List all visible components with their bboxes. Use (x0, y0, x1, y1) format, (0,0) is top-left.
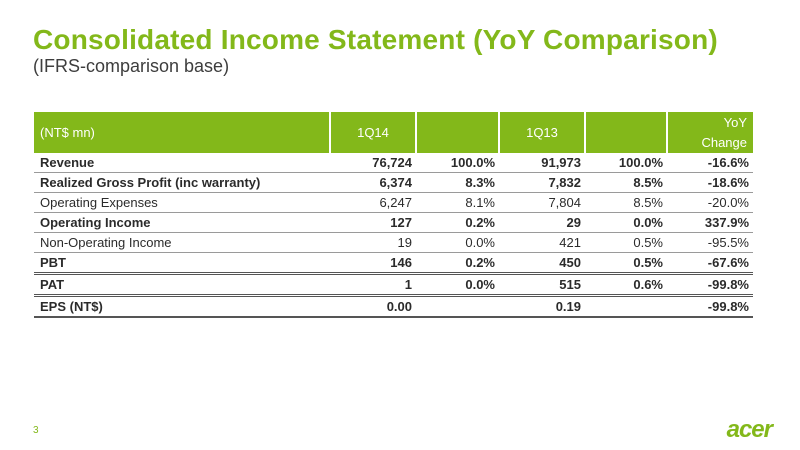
yoy-change: -95.5% (667, 233, 753, 253)
slide-title: Consolidated Income Statement (YoY Comparison) (33, 24, 718, 55)
table-row (34, 153, 753, 173)
pct-1q13: 0.0% (585, 213, 667, 233)
header-1q14: 1Q14 (330, 112, 416, 153)
pct-1q13: 8.5% (585, 173, 667, 193)
pct-1q14: 8.1% (416, 193, 499, 213)
pct-1q13: 0.5% (585, 233, 667, 253)
table-row (34, 253, 753, 274)
yoy-change: -99.8% (667, 274, 753, 296)
row-label: Operating Income (34, 213, 330, 233)
value-1q14: 6,374 (330, 173, 416, 193)
row-label: PBT (34, 253, 330, 274)
pct-1q13: 8.5% (585, 193, 667, 213)
table-row (34, 233, 753, 253)
table-row (34, 274, 753, 296)
pct-1q13: 100.0% (585, 153, 667, 173)
slide-subtitle: (IFRS-comparison base) (33, 56, 230, 76)
value-1q13: 7,804 (499, 193, 585, 213)
row-label: EPS (NT$) (34, 296, 330, 318)
value-1q13: 0.19 (499, 296, 585, 318)
table-row (34, 296, 753, 318)
value-1q13: 515 (499, 274, 585, 296)
yoy-change: -67.6% (667, 253, 753, 274)
pct-1q13 (585, 296, 667, 318)
yoy-change: -16.6% (667, 153, 753, 173)
row-label: Realized Gross Profit (inc warranty) (34, 173, 330, 193)
table-row (34, 173, 753, 193)
page-number: 3 (33, 425, 39, 436)
yoy-change: -99.8% (667, 296, 753, 318)
header-unit: (NT$ mn) (34, 112, 330, 153)
value-1q14: 6,247 (330, 193, 416, 213)
value-1q14: 146 (330, 253, 416, 274)
row-label: PAT (34, 274, 330, 296)
row-label: Revenue (34, 153, 330, 173)
acer-logo: acer (726, 416, 772, 443)
pct-1q14: 0.0% (416, 274, 499, 296)
pct-1q14: 8.3% (416, 173, 499, 193)
value-1q13: 29 (499, 213, 585, 233)
table-row (34, 213, 753, 233)
yoy-change: -20.0% (667, 193, 753, 213)
value-1q14: 19 (330, 233, 416, 253)
pct-1q14: 100.0% (416, 153, 499, 173)
yoy-change: 337.9% (667, 213, 753, 233)
pct-1q14: 0.0% (416, 233, 499, 253)
yoy-change: -18.6% (667, 173, 753, 193)
income-statement-table (34, 112, 753, 318)
value-1q13: 421 (499, 233, 585, 253)
header-yoy-change: YoY Change (667, 112, 753, 153)
header-1q13-pct (585, 112, 667, 153)
header-1q14-pct (416, 112, 499, 153)
value-1q13: 450 (499, 253, 585, 274)
pct-1q13: 0.5% (585, 253, 667, 274)
header-1q13: 1Q13 (499, 112, 585, 153)
value-1q14: 76,724 (330, 153, 416, 173)
pct-1q13: 0.6% (585, 274, 667, 296)
table-row (34, 193, 753, 213)
table-header-row (34, 112, 753, 153)
row-label: Non-Operating Income (34, 233, 330, 253)
row-label: Operating Expenses (34, 193, 330, 213)
value-1q14: 127 (330, 213, 416, 233)
pct-1q14 (416, 296, 499, 318)
pct-1q14: 0.2% (416, 213, 499, 233)
value-1q13: 7,832 (499, 173, 585, 193)
value-1q14: 1 (330, 274, 416, 296)
pct-1q14: 0.2% (416, 253, 499, 274)
value-1q14: 0.00 (330, 296, 416, 318)
value-1q13: 91,973 (499, 153, 585, 173)
